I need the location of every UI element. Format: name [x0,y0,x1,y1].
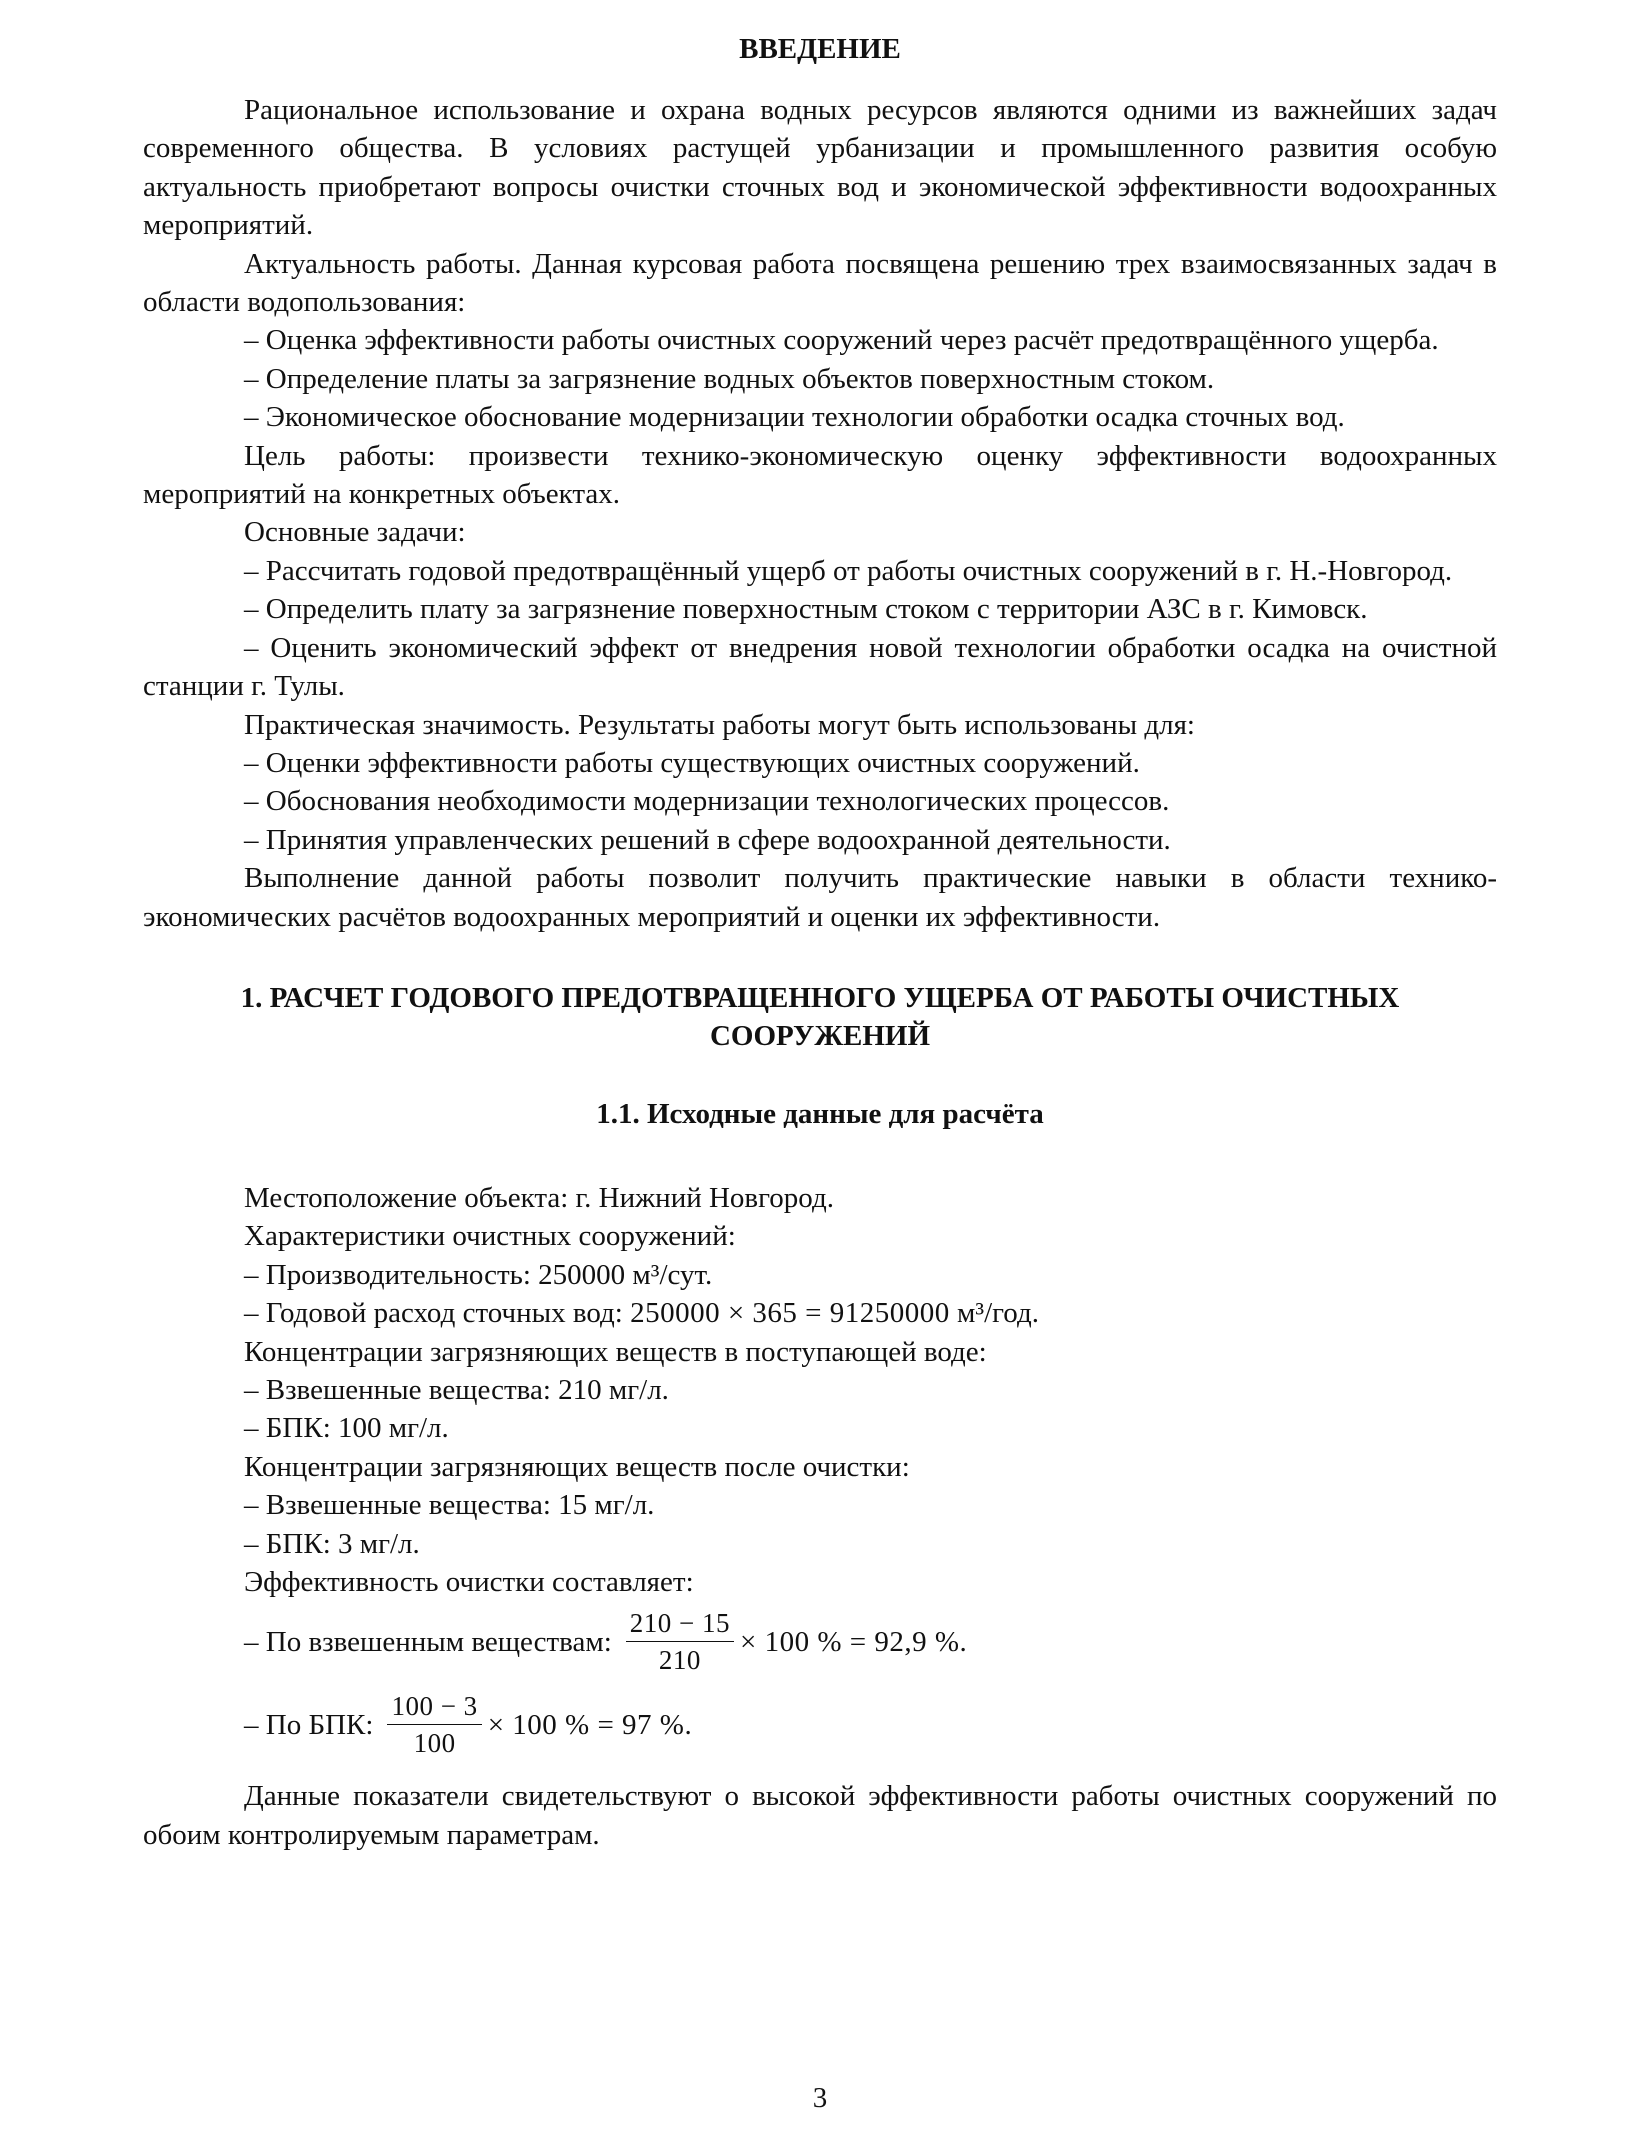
data-line: – БПК: 100 мг/л. [244,1412,449,1445]
annual-flow-line [143,1294,1497,1332]
intro-paragraph: – Оценка эффективности работы очистных сооружений через расчёт предотвращённого ущерба. [244,324,1439,357]
intro-paragraph: Рациональное использование и охрана водных ресурсов являются одними из важнейших задач современного общества. В условиях растущей урбанизации и промышленного развития особую актуальность приобретают вопросы очистки сточных вод и экономической эффективности водоохранных мероприятий. [143,94,1497,242]
data-line: – Производительность: 250000 м³/сут. [244,1258,713,1291]
data-line: Характеристики очистных сооружений: [244,1220,736,1253]
efficiency-bod-label: – По БПК: [244,1708,374,1741]
intro-paragraph: Актуальность работы. Данная курсовая работа посвящена решению трех взаимосвязанных задач в области водопользования: [143,247,1497,319]
data-line: Эффективность очистки составляет: [244,1566,694,1598]
intro-paragraph: – Экономическое обоснование модернизации технологии обработки осадка сточных вод. [244,401,1345,434]
intro-title: ВВЕДЕНИЕ [739,33,901,65]
fraction [387,1690,481,1759]
efficiency-ss-result: × 100 % = 92,9 %. [740,1625,968,1658]
annual-flow-formula: 250000 × 365 = 91250000 [630,1297,950,1330]
data-line: Местоположение объекта: г. Нижний Новгород. [244,1181,834,1214]
intro-paragraph: Цель работы: произвести технико-экономическую оценку эффективности водоохранных мероприятий на конкретных объектах. [143,439,1497,511]
subsection-title: 1.1. Исходные данные для расчёта [596,1097,1044,1130]
intro-paragraph: – Оценить экономический эффект от внедрения новой технологии обработки осадка на очистной станции г. Тулы. [143,631,1497,703]
intro-paragraph: – Определить плату за загрязнение поверхностным стоком с территории АЗС в г. Кимовск. [244,593,1368,626]
data-line: Концентрации загрязняющих веществ после очистки: [244,1450,910,1483]
annual-flow-label: – Годовой расход сточных вод: [244,1297,623,1330]
intro-paragraph: – Обоснования необходимости модернизации технологических процессов. [244,785,1170,818]
data-line: – Взвешенные вещества: 210 мг/л. [244,1373,669,1406]
intro-paragraph: – Принятия управленческих решений в сфере водоохранной деятельности. [244,823,1171,856]
annual-flow-unit: м³/год. [957,1297,1039,1330]
intro-paragraph: Выполнение данной работы позволит получить практические навыки в области технико-экономических расчётов водоохранных мероприятий и оценки их эффективности. [143,862,1497,933]
efficiency-bod-result: × 100 % = 97 %. [487,1708,693,1741]
efficiency-bod-formula [143,1690,1497,1759]
section-title: 1. РАСЧЕТ ГОДОВОГО ПРЕДОТВРАЩЕННОГО УЩЕРБА ОТ РАБОТЫ ОЧИСТНЫХ СООРУЖЕНИЙ [240,981,1400,1052]
fraction-numerator: 210 − 15 [626,1607,734,1642]
efficiency-ss-label: – По взвешенным веществам: [244,1625,612,1658]
fraction-denominator: 100 [413,1728,456,1759]
intro-paragraph: – Оценки эффективности работы существующих очистных сооружений. [244,746,1140,779]
data-line: Концентрации загрязняющих веществ в поступающей воде: [244,1335,987,1368]
document-page [143,30,1497,1854]
data-line: – БПК: 3 мг/л. [244,1527,420,1560]
intro-paragraph: Основные задачи: [244,516,466,549]
intro-paragraph: Практическая значимость. Результаты работы могут быть использованы для: [244,708,1195,741]
page-number: 3 [812,2082,828,2114]
fraction-denominator: 210 [658,1645,701,1676]
intro-paragraph: – Определение платы за загрязнение водных объектов поверхностным стоком. [244,362,1215,395]
data-line: – Взвешенные вещества: 15 мг/л. [244,1489,655,1522]
fraction-numerator: 100 − 3 [387,1690,481,1725]
intro-paragraph: – Рассчитать годовой предотвращённый ущерб от работы очистных сооружений в г. Н.-Новгород. [244,554,1453,587]
conclusion-paragraph: Данные показатели свидетельствуют о высокой эффективности работы очистных сооружений по обоим контролируемым параметрам. [143,1780,1497,1851]
efficiency-ss-formula [143,1607,1497,1676]
fraction [626,1607,734,1676]
